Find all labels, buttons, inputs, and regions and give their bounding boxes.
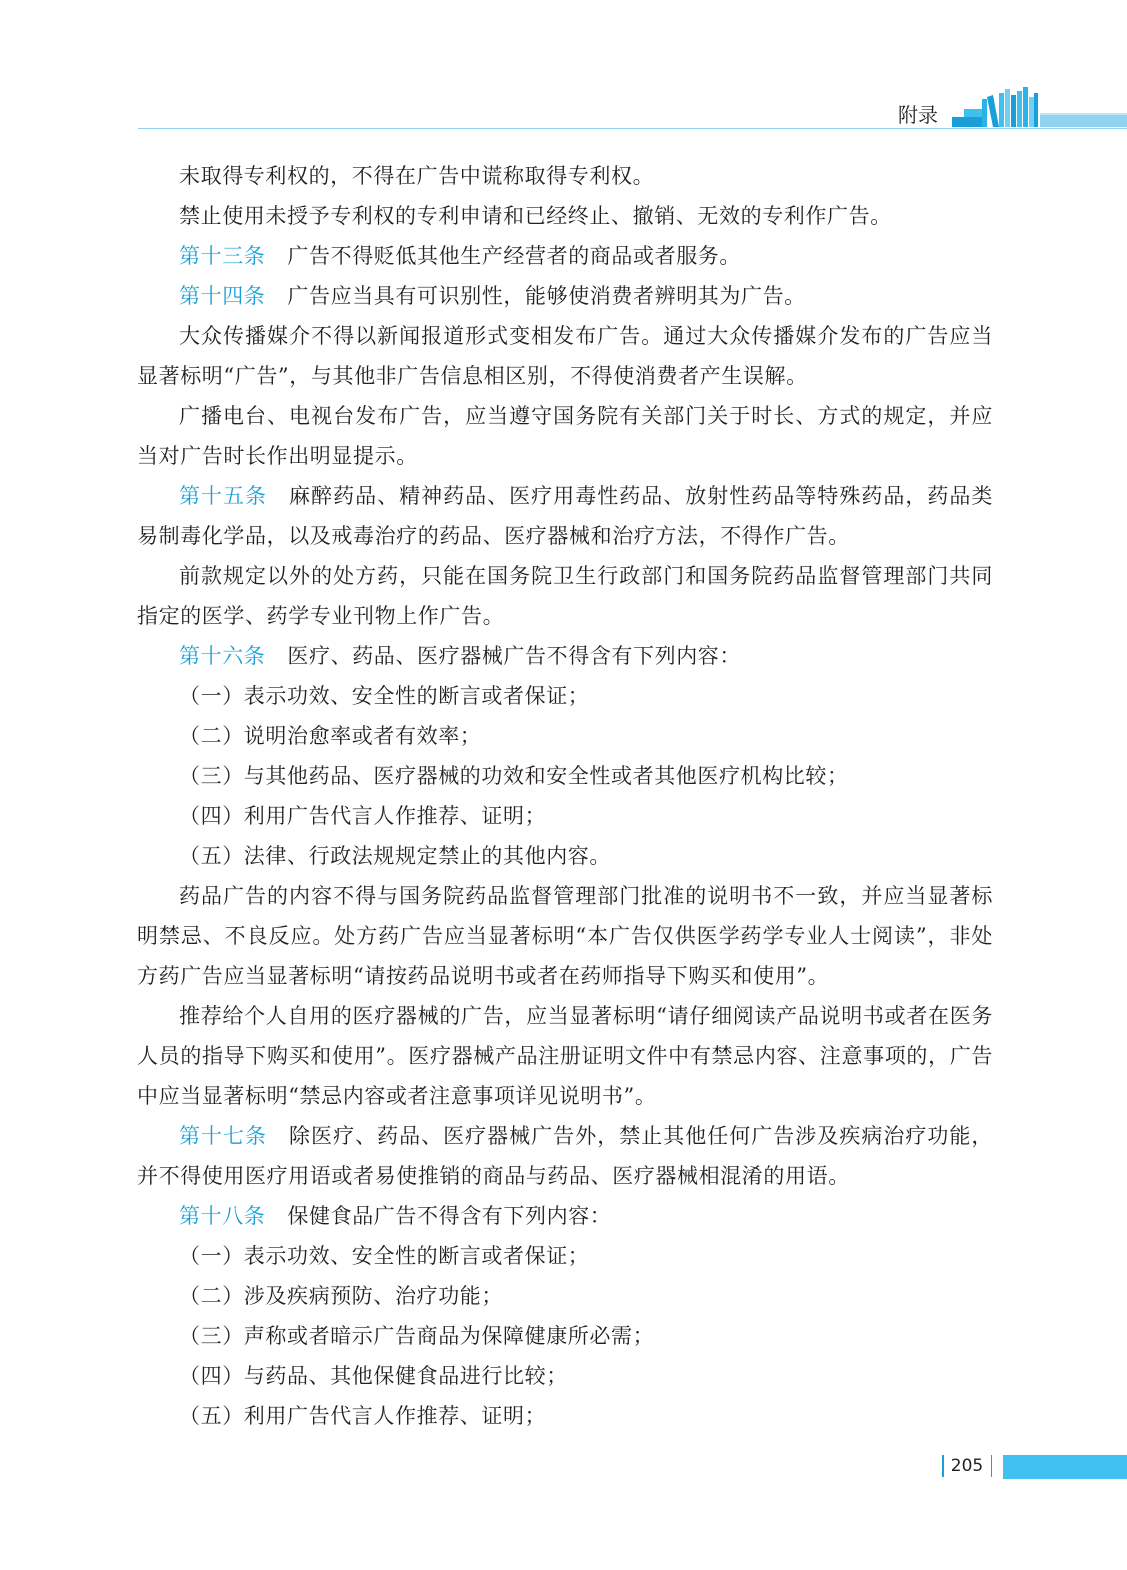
article-number: 第十六条: [179, 644, 266, 668]
article-text: 广告应当具有可识别性，能够使消费者辨明其为广告。: [287, 284, 806, 308]
paragraph: 推荐给个人自用的医疗器械的广告，应当显著标明“请仔细阅读产品说明书或者在医务人员的指导下购买和使用”。医疗器械产品注册证明文件中有禁忌内容、注意事项的，广告中应当显著标明“禁忌内容或者注意事项详见说明书”。: [137, 1004, 993, 1108]
article-paragraph: [137, 1116, 993, 1196]
list-item: （五）法律、行政法规规定禁止的其他内容。: [179, 844, 611, 868]
article-paragraph: [137, 636, 993, 676]
article-number: 第十八条: [179, 1204, 266, 1228]
paragraph: 广播电台、电视台发布广告，应当遵守国务院有关部门关于时长、方式的规定，并应当对广告时长作出明显提示。: [137, 404, 993, 468]
paragraph: 前款规定以外的处方药，只能在国务院卫生行政部门和国务院药品监督管理部门共同指定的医学、药学专业刊物上作广告。: [137, 564, 993, 628]
list-item: （一）表示功效、安全性的断言或者保证；: [179, 1244, 590, 1268]
list-item: （一）表示功效、安全性的断言或者保证；: [179, 684, 590, 708]
section-label: 附录: [898, 103, 938, 127]
article-number: 第十七条: [179, 1124, 268, 1148]
article-number: 第十五条: [179, 484, 268, 508]
list-item: （三）与其他药品、医疗器械的功效和安全性或者其他医疗机构比较；: [179, 764, 849, 788]
paragraph: 大众传播媒介不得以新闻报道形式变相发布广告。通过大众传播媒介发布的广告应当显著标明“广告”，与其他非广告信息相区别，不得使消费者产生误解。: [137, 324, 993, 388]
paragraph: 药品广告的内容不得与国务院药品监督管理部门批准的说明书不一致，并应当显著标明禁忌、不良反应。处方药广告应当显著标明“本广告仅供医学药学专业人士阅读”，非处方药广告应当显著标明“请按药品说明书或者在药师指导下购买和使用”。: [137, 884, 993, 988]
article-number: 第十三条: [179, 244, 266, 268]
list-item: （五）利用广告代言人作推荐、证明；: [179, 1404, 547, 1428]
paragraph: 禁止使用未授予专利权的专利申请和已经终止、撤销、无效的专利作广告。: [179, 204, 892, 228]
list-item: （二）涉及疾病预防、治疗功能；: [179, 1284, 503, 1308]
article-paragraph: [137, 236, 993, 276]
document-body: [137, 156, 993, 1436]
list-item: （四）利用广告代言人作推荐、证明；: [179, 804, 547, 828]
list-item: （二）说明治愈率或者有效率；: [179, 724, 482, 748]
article-text: 广告不得贬低其他生产经营者的商品或者服务。: [287, 244, 742, 268]
footer-accent-bar: [1003, 1455, 1127, 1479]
article-text: 保健食品广告不得含有下列内容：: [287, 1204, 612, 1228]
paragraph: 未取得专利权的，不得在广告中谎称取得专利权。: [179, 164, 655, 188]
header-rule: [138, 128, 1127, 129]
article-text: 医疗、药品、医疗器械广告不得含有下列内容：: [287, 644, 742, 668]
list-item: （三）声称或者暗示广告商品为保障健康所必需；: [179, 1324, 655, 1348]
article-number: 第十四条: [179, 284, 266, 308]
article-paragraph: [137, 1196, 993, 1236]
page-header: [0, 0, 1127, 140]
page-number: 205: [942, 1453, 992, 1479]
article-paragraph: [137, 476, 993, 556]
article-text: 麻醉药品、精神药品、医疗用毒性药品、放射性药品等特殊药品，药品类易制毒化学品，以及戒毒治疗的药品、医疗器械和治疗方法，不得作广告。: [137, 484, 993, 548]
article-paragraph: [137, 276, 993, 316]
books-decoration-icon: [952, 85, 1127, 129]
list-item: （四）与药品、其他保健食品进行比较；: [179, 1364, 568, 1388]
article-text: 除医疗、药品、医疗器械广告外，禁止其他任何广告涉及疾病治疗功能，并不得使用医疗用语或者易使推销的商品与药品、医疗器械相混淆的用语。: [137, 1124, 993, 1188]
